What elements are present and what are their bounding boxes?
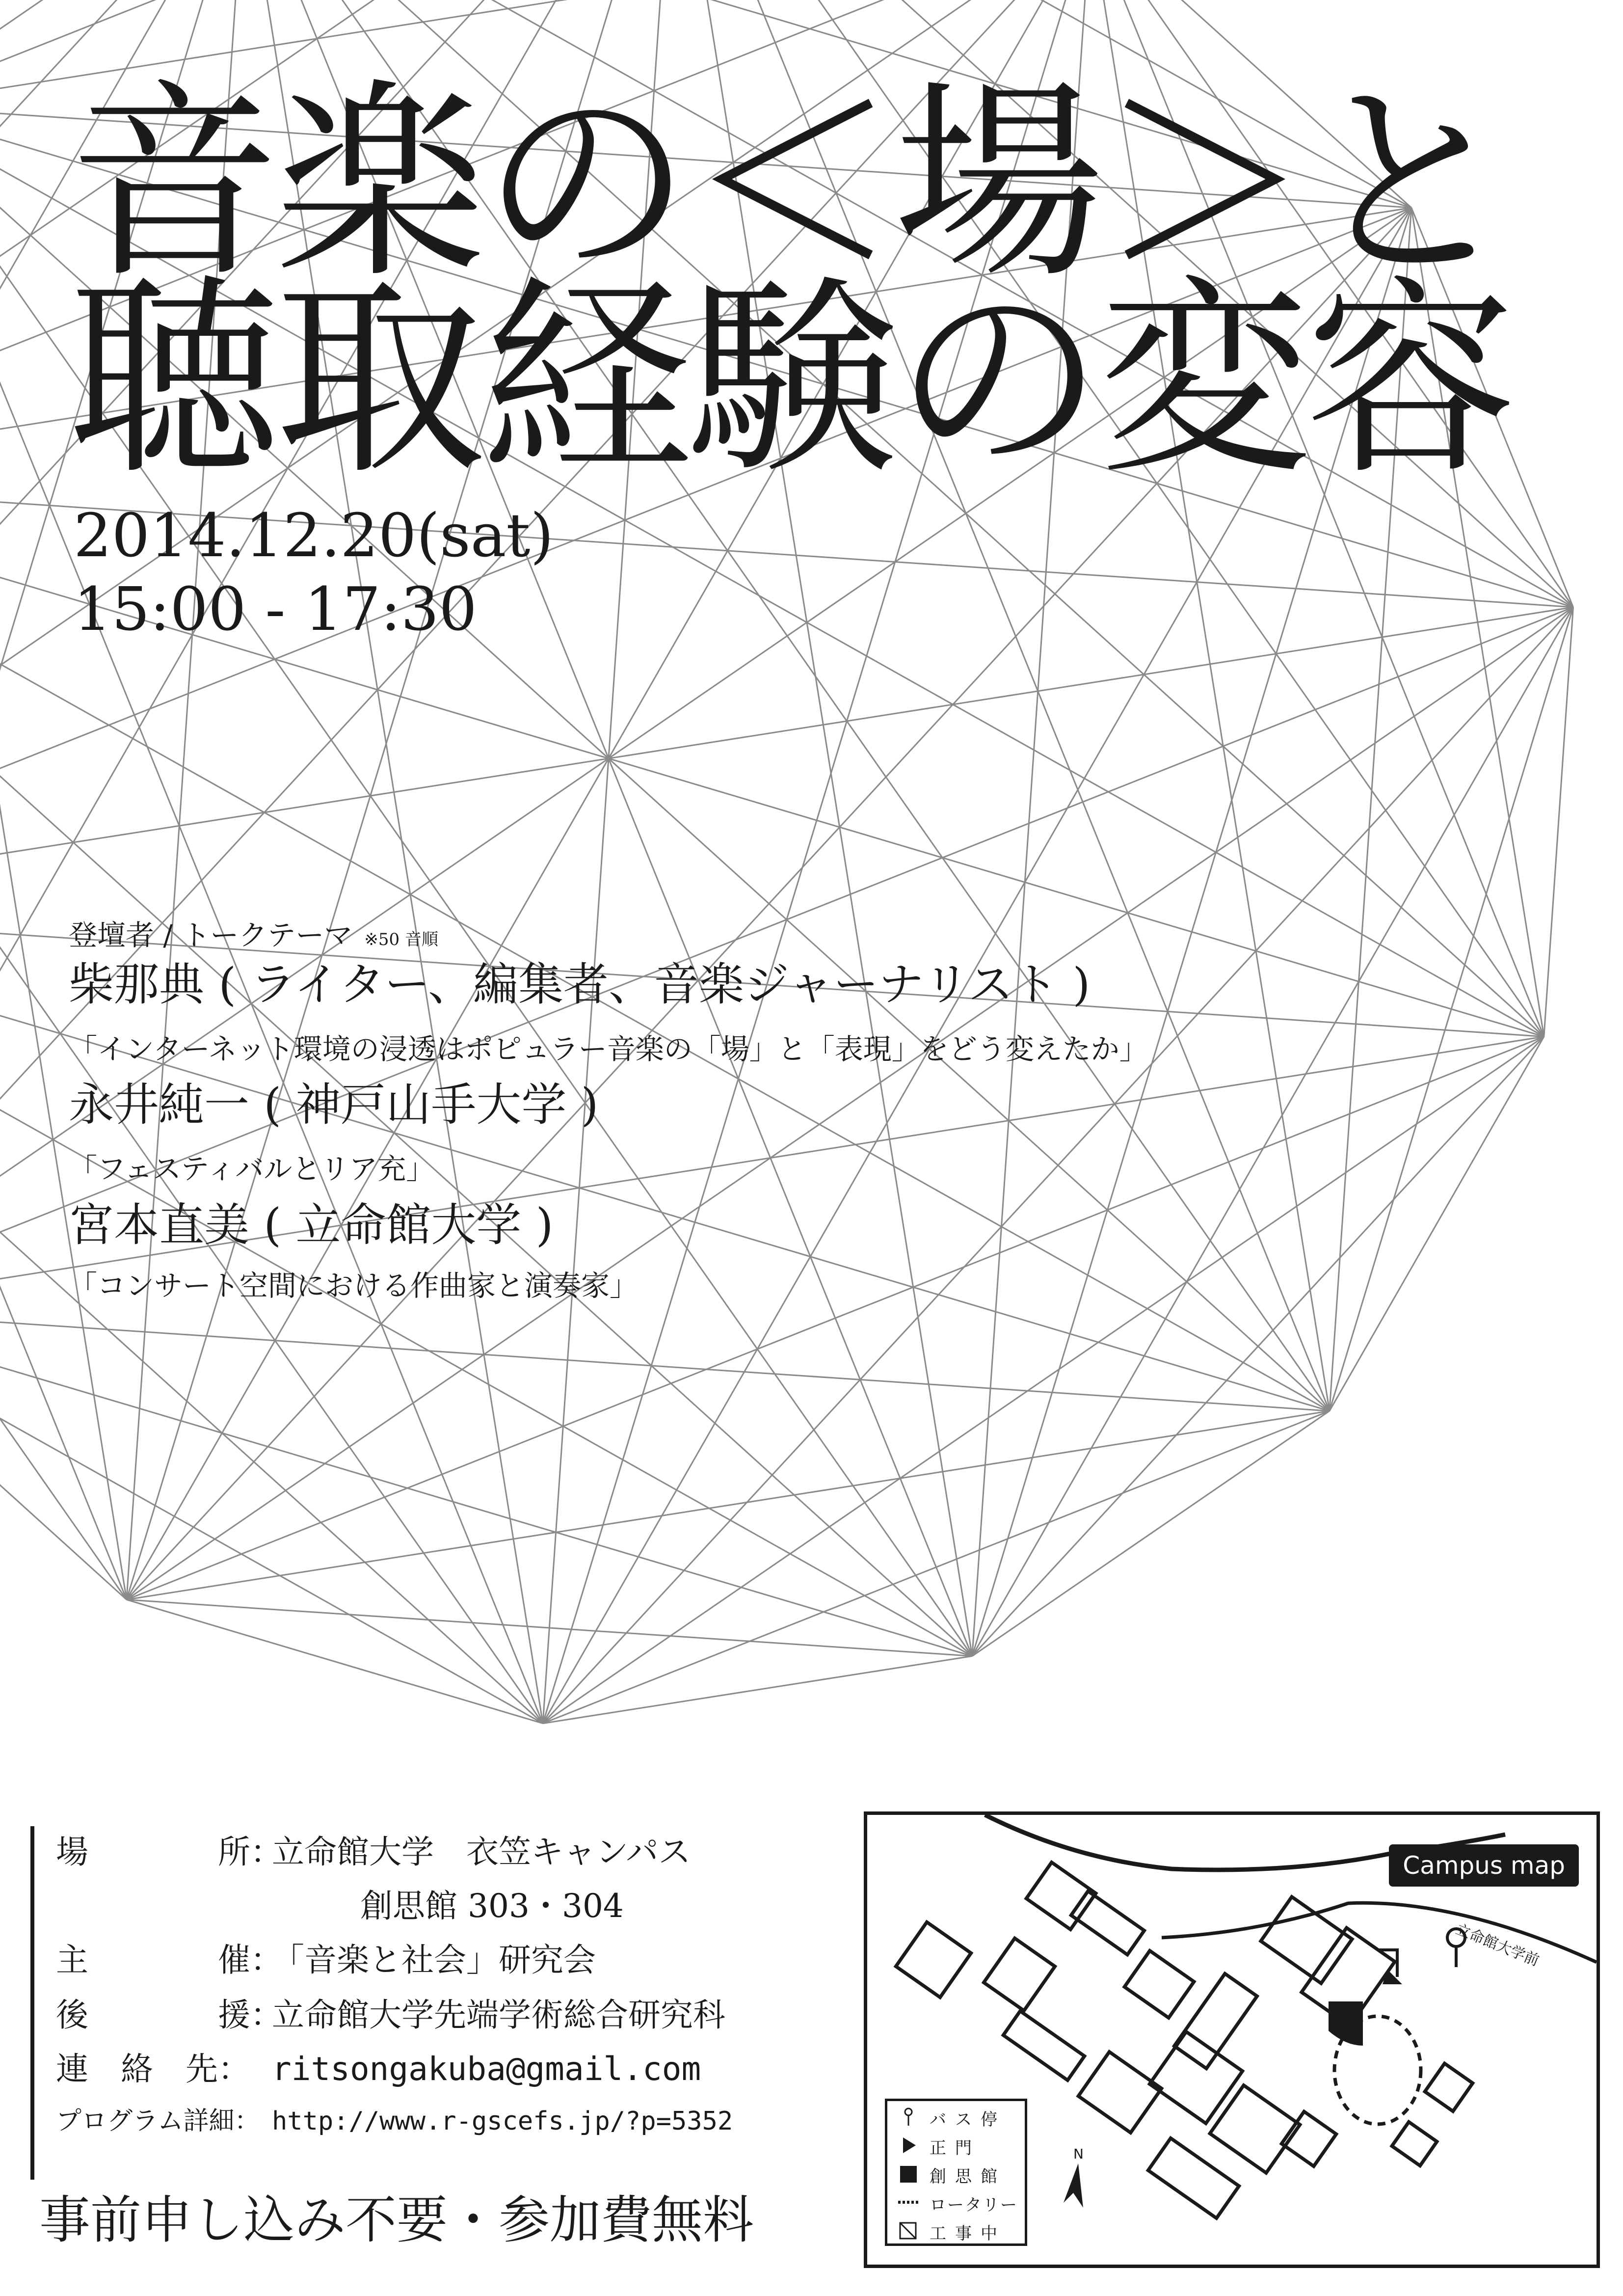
contact-label: 連 絡 先：: [56, 2050, 250, 2088]
campus-map-badge: Campus map: [1389, 1844, 1579, 1887]
organizer-label: 主 催：: [56, 1941, 283, 1979]
legend-item: [887, 2103, 1030, 2131]
legend-item: [887, 2132, 1030, 2159]
legend-label: 正門: [930, 2138, 981, 2158]
venue-room: 創思館 303・304: [360, 1887, 624, 1925]
order-note: ※50 音順: [364, 930, 438, 949]
rotary-icon: [896, 2192, 921, 2212]
program-url[interactable]: http://www.r-gscefs.jp/?p=5352: [272, 2107, 733, 2136]
campus-map: [864, 1811, 1600, 2268]
legend-label: 工事中: [930, 2224, 1006, 2243]
background-line: [543, 1037, 1544, 1724]
legend-item: [887, 2217, 1030, 2244]
contact-email[interactable]: ritsongakuba@gmail.com: [272, 2050, 701, 2088]
speaker-theme: 「コンサート空間における作曲家と演奏家」: [69, 1269, 639, 1302]
background-line: [127, 1411, 1330, 1599]
map-legend: [885, 2099, 1027, 2246]
main-gate-icon: [896, 2135, 921, 2155]
support-value: 立命館大学先端学術総合研究科: [272, 1996, 725, 2034]
venue-label: 場 所：: [56, 1833, 283, 1871]
event-time: 15:00 - 17:30: [74, 574, 477, 644]
background-line: [0, 607, 1573, 910]
background-line: [127, 1600, 972, 1656]
background-line: [1544, 607, 1573, 1037]
speakers-heading-label: 登壇者 / トークテーマ: [69, 918, 353, 952]
event-info-block: [30, 1826, 864, 2180]
background-line: [972, 1411, 1330, 1656]
legend-label: ロータリー: [930, 2195, 1018, 2215]
speaker-name: 永井純一 ( 神戸山手大学 ): [69, 1079, 599, 1131]
speaker-theme: 「フェスティバルとリア充」: [69, 1152, 435, 1186]
background-line: [0, 910, 127, 1599]
speaker-theme: 「インターネット環境の浸透はポピュラー音楽の「場」と「表現」をどう変えたか」: [69, 1032, 1148, 1066]
event-date: 2014.12.20(sat): [74, 501, 554, 570]
north-label: N: [1073, 2146, 1084, 2162]
program-label: プログラム詳細：: [56, 2107, 260, 2136]
construction-icon: [896, 2221, 921, 2241]
speaker-name: 柴那典 ( ライター、編集者、音楽ジャーナリスト ): [69, 958, 1091, 1011]
station-label: 立命館大学前: [1453, 1920, 1542, 1970]
legend-label: 創思館: [930, 2167, 1006, 2187]
support-label: 後 援：: [56, 1996, 283, 2034]
organizer-value: 「音楽と社会」研究会: [272, 1941, 596, 1979]
speakers-heading: [69, 912, 438, 953]
venue-value: 立命館大学 衣笠キャンパス: [272, 1833, 691, 1871]
background-line: [543, 1656, 972, 1724]
legend-item: [887, 2160, 1030, 2188]
background-line: [127, 1600, 543, 1724]
legend-label: バス停: [930, 2110, 1006, 2130]
soshikan-icon: [896, 2164, 921, 2184]
background-line: [1330, 1037, 1544, 1411]
background-line: [0, 1309, 972, 1656]
bus-stop-icon: [896, 2107, 921, 2127]
title-line-2: 聴取経験の変容: [69, 258, 1512, 503]
background-line: [972, 607, 1573, 1656]
title-line-1: 音楽の＜場＞と: [69, 61, 1512, 307]
legend-item: [887, 2188, 1030, 2216]
background-line: [0, 480, 972, 1656]
background-line: [0, 1309, 543, 1724]
speaker-name: 宮本直美 ( 立命館大学 ): [69, 1199, 554, 1251]
admission-notice: 事前申し込み不要・参加費無料: [39, 2190, 754, 2250]
